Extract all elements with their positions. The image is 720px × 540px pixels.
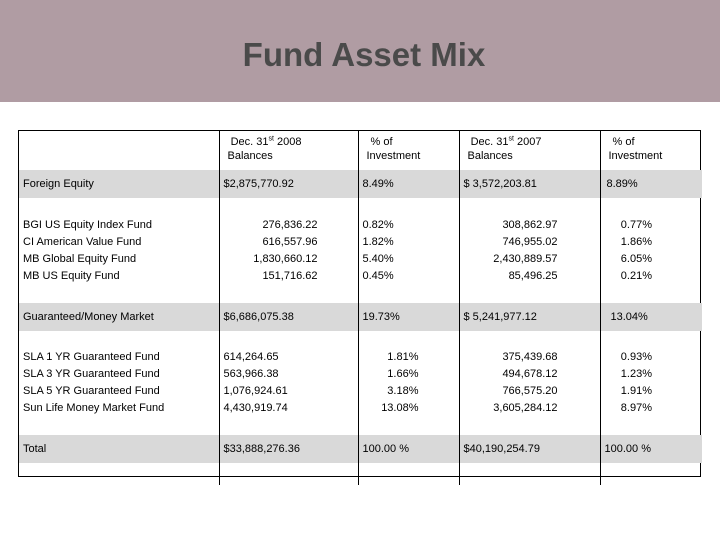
balance-2007: $ 3,572,203.81 xyxy=(459,170,600,198)
percent-2008: 19.73% xyxy=(358,303,459,331)
fund-balances-2007: 308,862.97 746,955.02 2,430,889.57 85,496.25 xyxy=(459,217,600,285)
category-label: Foreign Equity xyxy=(19,170,219,198)
total-percent-2008: 100.00 % xyxy=(358,435,459,463)
total-balance-2008: $33,888,276.36 xyxy=(219,435,358,463)
fund-name: MB Global Equity Fund xyxy=(23,253,137,265)
fund-name: CI American Value Fund xyxy=(23,236,142,248)
fund-name: Sun Life Money Market Fund xyxy=(23,402,165,414)
fund-name: MB US Equity Fund xyxy=(23,270,120,282)
fund-balances-2008: 276,836.22 616,557.96 1,830,660.12 151,716.62 xyxy=(219,217,358,285)
fund-name: SLA 1 YR Guaranteed Fund xyxy=(23,351,160,363)
category-label: Guaranteed/Money Market xyxy=(19,303,219,331)
total-percent-2007: 100.00 % xyxy=(600,435,702,463)
guaranteed-funds-detail xyxy=(19,349,702,417)
title-banner xyxy=(0,0,720,102)
fund-percents-2007: 0.77% 1.86% 6.05% 0.21% xyxy=(600,217,702,285)
table-header-row xyxy=(19,131,702,170)
percent-2007: 13.04% xyxy=(600,303,702,331)
balance-2007: $ 5,241,977.12 xyxy=(459,303,600,331)
fund-balances-2007: 375,439.68 494,678.12 766,575.20 3,605,284.12 xyxy=(459,349,600,417)
fund-name: SLA 5 YR Guaranteed Fund xyxy=(23,385,160,397)
page-title: Fund Asset Mix xyxy=(242,36,486,73)
balance-2008: $6,686,075.38 xyxy=(219,303,358,331)
fund-names xyxy=(19,217,219,285)
fund-name: SLA 3 YR Guaranteed Fund xyxy=(23,368,160,380)
header-pct-investment-2008: % of Investment xyxy=(358,131,459,170)
asset-mix-table xyxy=(18,130,701,477)
total-balance-2007: $40,190,254.79 xyxy=(459,435,600,463)
percent-2008: 8.49% xyxy=(358,170,459,198)
header-dec-2007-balances: Dec. 31st 2007 Balances xyxy=(459,131,600,170)
fund-percents-2007: 0.93% 1.23% 1.91% 8.97% xyxy=(600,349,702,417)
fund-name: BGI US Equity Index Fund xyxy=(23,219,153,231)
total-row xyxy=(19,435,702,463)
fund-percents-2008: 1.81% 1.66% 3.18% 13.08% xyxy=(358,349,459,417)
header-empty-cell xyxy=(19,131,219,170)
fund-percents-2008: 0.82% 1.82% 5.40% 0.45% xyxy=(358,217,459,285)
fund-balances-2008: 614,264.65 563,966.38 1,076,924.61 4,430,919.74 xyxy=(219,349,358,417)
fund-names xyxy=(19,349,219,417)
category-row-guaranteed-money-market xyxy=(19,303,702,331)
percent-2007: 8.89% xyxy=(600,170,702,198)
total-label: Total xyxy=(19,435,219,463)
category-row-foreign-equity xyxy=(19,170,702,198)
balance-2008: $2,875,770.92 xyxy=(219,170,358,198)
header-pct-investment-2007: % of Investment xyxy=(600,131,702,170)
header-dec-2008-balances: Dec. 31st 2008 Balances xyxy=(219,131,358,170)
foreign-funds-detail xyxy=(19,217,702,285)
